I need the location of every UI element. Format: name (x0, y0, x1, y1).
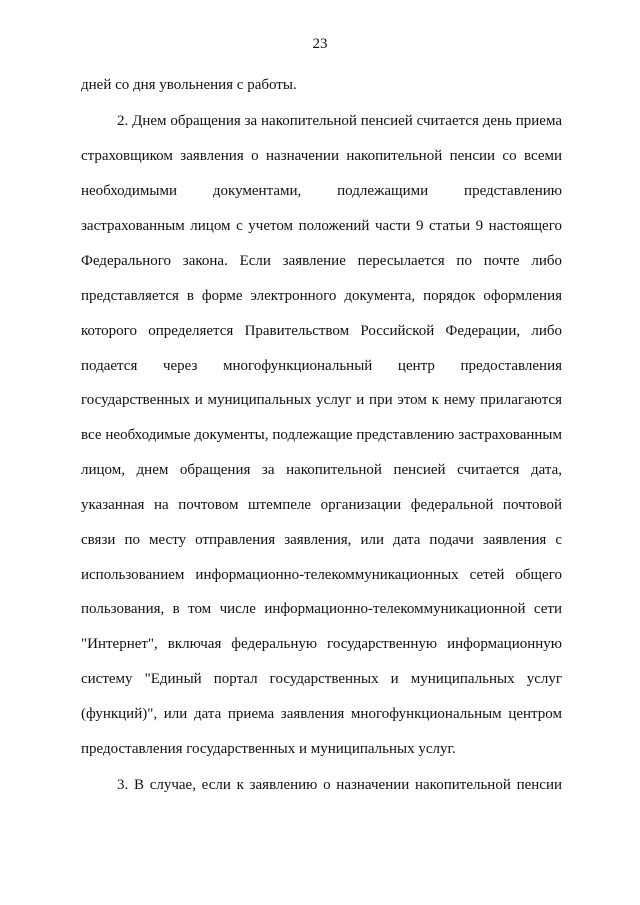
text-line: связи по месту отправления заявления, или дата подачи заявления с (81, 532, 562, 548)
text-line: Федерального закона. Если заявление пересылается по почте либо (81, 253, 562, 269)
text-line: систему "Единый портал государственных и муниципальных услуг (81, 671, 562, 687)
text-line: предоставления государственных и муниципальных услуг. (81, 741, 456, 757)
text-line: пользования, в том числе информационно-телекоммуникационной сети (81, 601, 562, 617)
text-line: все необходимые документы, подлежащие представлению застрахованным (81, 427, 562, 443)
text-line: представляется в форме электронного документа, порядок оформления (81, 288, 562, 304)
text-line: указанная на почтовом штемпеле организации федеральной почтовой (81, 497, 562, 513)
text-line: необходимыми документами, подлежащими представлению (81, 183, 562, 199)
paragraph-3-start: 3. В случае, если к заявлению о назначении накопительной пенсии (117, 777, 562, 793)
text-line: страховщиком заявления о назначении накопительной пенсии со всеми (81, 148, 562, 164)
text-line: лицом, днем обращения за накопительной пенсией считается дата, (81, 462, 562, 478)
text-line: подается через многофункциональный центр предоставления (81, 358, 562, 374)
text-line: "Интернет", включая федеральную государственную информационную (81, 636, 562, 652)
text-line: дней со дня увольнения с работы. (81, 77, 297, 93)
text-line: государственных и муниципальных услуг и при этом к нему прилагаются (81, 392, 562, 408)
text-line: использованием информационно-телекоммуникационных сетей общего (81, 567, 562, 583)
text-line: которого определяется Правительством Российской Федерации, либо (81, 323, 562, 339)
text-line: (функций)", или дата приема заявления многофункциональным центром (81, 706, 562, 722)
paragraph-2-start: 2. Днем обращения за накопительной пенсией считается день приема (117, 113, 562, 129)
page-number: 23 (312, 36, 328, 52)
text-line: застрахованным лицом с учетом положений части 9 статьи 9 настоящего (81, 218, 562, 234)
